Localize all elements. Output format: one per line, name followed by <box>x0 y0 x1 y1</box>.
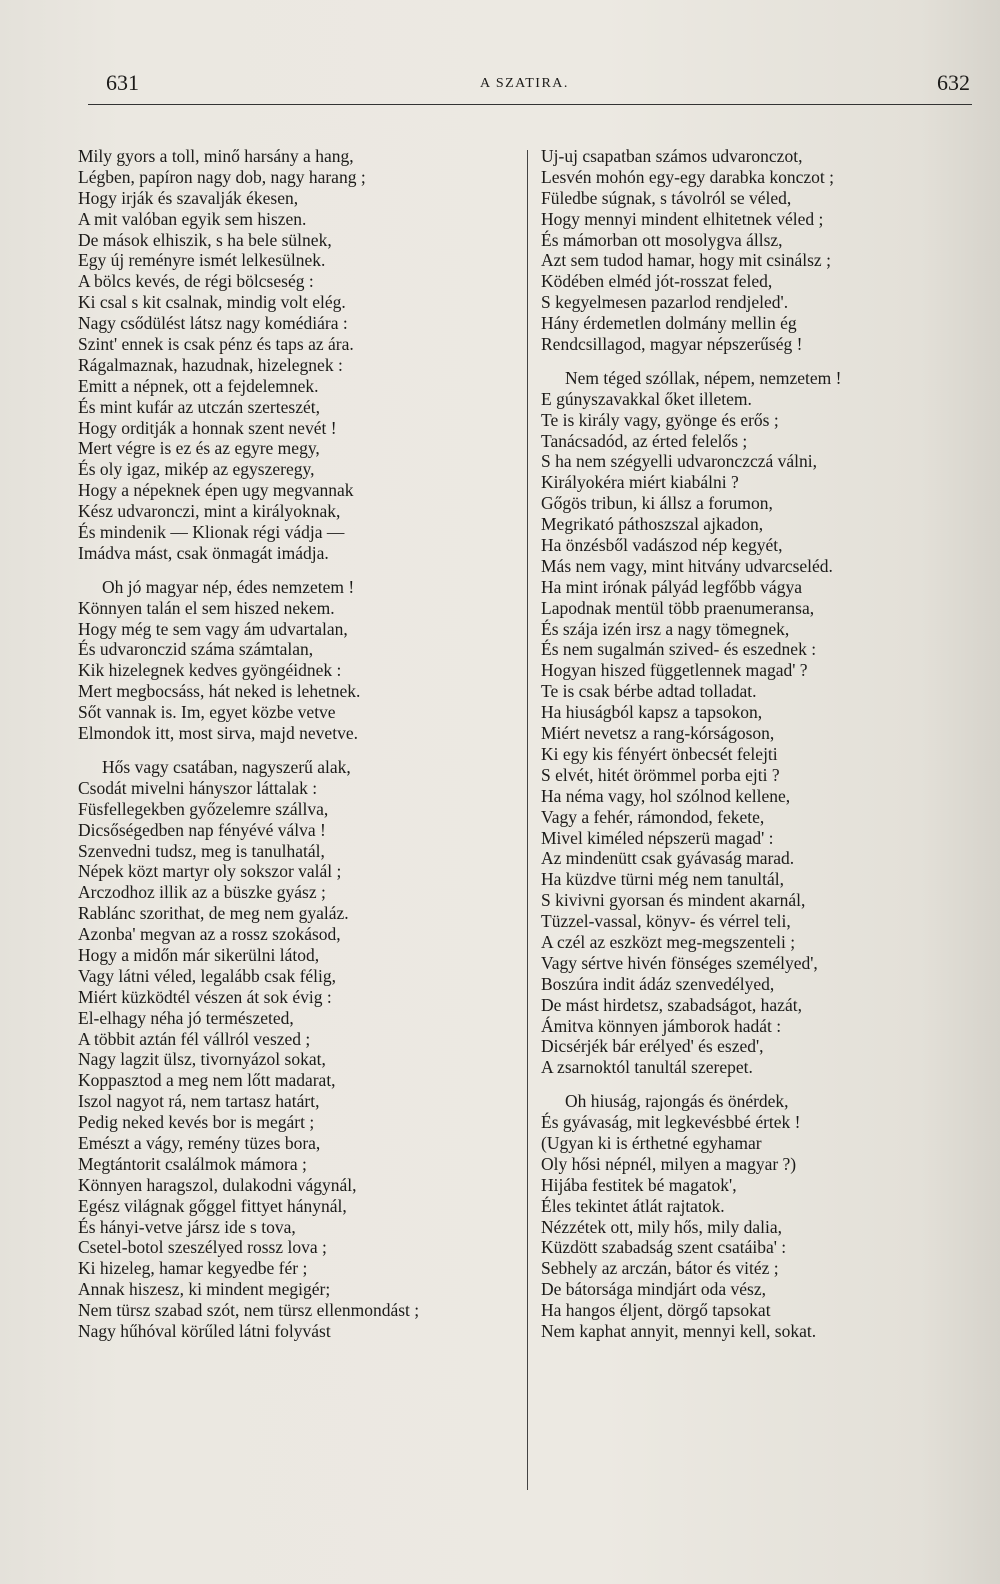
header-rule <box>88 104 972 105</box>
verse-line: De mások elhiszik, s ha bele sülnek, <box>78 229 332 250</box>
verse-line: Királyokéra miért kiabálni ? <box>541 472 739 493</box>
verse-line: Légben, papíron nagy dob, nagy harang ; <box>78 166 366 187</box>
verse-line: Tanácsadód, az érted felelős ; <box>541 430 748 451</box>
verse-line: Hogy orditják a honnak szent nevét ! <box>78 417 337 438</box>
verse-line: Mivel kiméled népszerü magad' : <box>541 827 774 848</box>
verse-line: Lapodnak mentül több praenumeransa, <box>541 597 815 618</box>
running-title: A SZATIRA. <box>480 76 569 91</box>
right-column <box>541 146 842 1342</box>
verse-line: Hogy a midőn már sikerülni látod, <box>78 944 320 965</box>
verse-line: Szint' ennek is csak pénz és taps az ára. <box>78 334 354 355</box>
verse-line: És udvaronczid száma számtalan, <box>78 639 314 660</box>
verse-line: Füledbe súgnak, s távolról se véled, <box>541 187 792 208</box>
verse-line: Nem kaphat annyit, mennyi kell, sokat. <box>541 1320 817 1341</box>
verse-line: És mindenik — Klionak régi vádja — <box>78 522 345 543</box>
verse-line: Ködében elméd jót-rosszat feled, <box>541 271 773 292</box>
verse-line: Más nem vagy, mint hitvány udvarcseléd. <box>541 555 833 576</box>
verse-line: E gúnyszavakkal őket illetem. <box>541 388 752 409</box>
page-number-left: 631 <box>106 70 139 95</box>
verse-line: Hogy irják és szavalják ékesen, <box>78 187 299 208</box>
verse-line: Ámitva könnyen jámborok hadát : <box>541 1015 782 1036</box>
verse-line: Tüzzel-vassal, könyv- és vérrel teli, <box>541 911 791 932</box>
verse-line: És mámorban ott mosolygva állsz, <box>541 229 783 250</box>
verse-line: Azt sem tudod hamar, hogy mit csinálsz ; <box>541 250 831 271</box>
verse-line: De bátorsága mindjárt oda vész, <box>541 1279 766 1300</box>
verse-line: Te is csak bérbe adtad tolladat. <box>541 681 757 702</box>
verse-line: Ha hiuságból kapsz a tapsokon, <box>541 702 763 723</box>
verse-line: A bölcs kevés, de régi bölcseség : <box>78 271 314 292</box>
verse-line: Megtántorit csalálmok mámora ; <box>78 1153 307 1174</box>
verse-line: Elmondok itt, most sirva, majd nevetve. <box>78 723 358 744</box>
verse-line: Nagy csődülést látsz nagy komédiára : <box>78 313 348 334</box>
verse-line: Hogy mennyi mindent elhitetnek véled ; <box>541 208 824 229</box>
verse-line: Ki csal s kit csalnak, mindig volt elég. <box>78 292 346 313</box>
verse-line: Szenvedni tudsz, meg is tanulhatál, <box>78 840 325 861</box>
verse-line: Kik hizelegnek kedves gyöngéidnek : <box>78 660 342 681</box>
verse-line: Ha önzésből vadászod nép kegyét, <box>541 535 783 556</box>
verse-line: Hijába festitek bé magatok', <box>541 1174 737 1195</box>
left-stanza <box>78 757 419 1342</box>
page-number-right: 632 <box>937 70 970 95</box>
verse-line: Ki egy kis fényért önbecsét felejti <box>541 743 778 764</box>
verse-line: Miért küzködtél vészen át sok évig : <box>78 986 332 1007</box>
verse-line: Vagy a fehér, rámondod, fekete, <box>541 806 765 827</box>
verse-line: Ha néma vagy, hol szólnod kellene, <box>541 785 791 806</box>
verse-line: A mit valóban egyik sem hiszen. <box>78 208 307 229</box>
verse-line: Arczodhoz illik az a büszke gyász ; <box>78 882 326 903</box>
verse-line: Mert megbocsáss, hát neked is lehetnek. <box>78 681 361 702</box>
verse-line: Könnyen haragszol, dulakodni vágynál, <box>78 1174 357 1195</box>
verse-line: Éles tekintet átlát rajtatok. <box>541 1195 725 1216</box>
verse-line: Csodát mivelni hányszor láttalak : <box>78 777 318 798</box>
verse-line: Imádva mást, csak önmagát imádja. <box>78 542 329 563</box>
verse-line: És gyávaság, mit legkevésbbé értek ! <box>541 1112 801 1133</box>
verse-line: Hogy a népeknek épen ugy megvannak <box>78 480 354 501</box>
verse-line: És szája izén irsz a nagy tömegnek, <box>541 618 790 639</box>
verse-line: Csetel-botol szeszélyed rossz lova ; <box>78 1237 327 1258</box>
stanza-gap <box>541 355 842 368</box>
verse-line: Miért nevetsz a rang-kórságoson, <box>541 723 775 744</box>
verse-line: Oh jó magyar nép, édes nemzetem ! <box>102 576 355 597</box>
verse-line: El-elhagy néha jó természeted, <box>78 1007 294 1028</box>
stanza-gap <box>78 564 419 577</box>
verse-line: Nem téged szóllak, népem, nemzetem ! <box>565 367 842 388</box>
verse-line: Vagy sértve hivén fönséges személyed', <box>541 952 818 973</box>
verse-line: Mily gyors a toll, minő harsány a hang, <box>78 146 354 166</box>
verse-line: A többit aztán fél vállról veszed ; <box>78 1028 311 1049</box>
verse-line: Hős vagy csatában, nagyszerű alak, <box>102 756 351 777</box>
verse-line: A czél az eszközt meg-megszenteli ; <box>541 931 796 952</box>
verse-line: De mást hirdetsz, szabadságot, hazát, <box>541 994 802 1015</box>
verse-line: Sebhely az arczán, bátor és vitéz ; <box>541 1258 779 1279</box>
verse-line: Könnyen talán el sem hiszed nekem. <box>78 597 335 618</box>
verse-line: Nézzétek ott, mily hős, mily dalia, <box>541 1216 783 1237</box>
verse-line: Koppasztod a meg nem lőtt madarat, <box>78 1070 336 1091</box>
verse-line: Az mindenütt csak gyávaság marad. <box>541 848 795 869</box>
verse-line: Ki hizeleg, hamar kegyedbe fér ; <box>78 1258 308 1279</box>
verse-line: Annak hiszesz, ki mindent megigér; <box>78 1279 331 1300</box>
verse-line: És oly igaz, mikép az egyszeregy, <box>78 459 315 480</box>
verse-line: Gőgös tribun, ki állsz a forumon, <box>541 493 773 514</box>
verse-line: S kivivni gyorsan és mindent akarnál, <box>541 890 806 911</box>
verse-line: Ha küzdve türni még nem tanultál, <box>541 869 784 890</box>
verse-line: Dicsérjék bár erélyed' és eszed', <box>541 1036 764 1057</box>
right-stanza <box>541 368 842 1078</box>
stanza-gap <box>78 744 419 757</box>
verse-line: (Ugyan ki is érthetné egyhamar <box>541 1132 762 1153</box>
verse-line: Füsfellegekben győzelemre szállva, <box>78 798 329 819</box>
verse-line: Rablánc szorithat, de meg nem gyaláz. <box>78 903 349 924</box>
verse-line: Te is király vagy, gyönge és erős ; <box>541 409 779 430</box>
verse-line: Lesvén mohón egy-egy darabka konczot ; <box>541 166 835 187</box>
verse-line: Vagy látni véled, legalább csak félig, <box>78 965 337 986</box>
verse-line: Uj-uj csapatban számos udvaronczot, <box>541 146 803 166</box>
verse-line: Hogy még te sem vagy ám udvartalan, <box>78 618 348 639</box>
verse-line: Egy új reményre ismét lelkesülnek. <box>78 250 326 271</box>
running-head <box>90 70 970 102</box>
verse-line: Nagy hűhóval körűled látni folyvást <box>78 1320 331 1341</box>
verse-line: Azonba' megvan az a rossz szokásod, <box>78 924 341 945</box>
verse-line: És nem sugalmán szived- és eszednek : <box>541 639 817 660</box>
verse-line: Rágalmaznak, hazudnak, hizelegnek : <box>78 354 343 375</box>
verse-line: Hány érdemetlen dolmány mellin ég <box>541 313 797 334</box>
verse-line: Küzdött szabadság szent csatáiba' : <box>541 1237 787 1258</box>
verse-line: Emitt a népnek, ott a fejdelemnek. <box>78 375 319 396</box>
verse-line: Boszúra indit ádáz szenvedélyed, <box>541 973 775 994</box>
verse-line: S ha nem szégyelli udvaronczczá válni, <box>541 451 818 472</box>
verse-line: Egész világnak gőggel fittyet hánynál, <box>78 1195 347 1216</box>
right-stanza <box>541 1091 842 1342</box>
verse-line: Pedig neked kevés bor is megárt ; <box>78 1112 315 1133</box>
verse-line: Ha hangos éljent, dörgő tapsokat <box>541 1300 771 1321</box>
verse-line: Rendcsillagod, magyar népszerűség ! <box>541 334 803 355</box>
verse-line: Hogyan hiszed függetlennek magad' ? <box>541 660 808 681</box>
verse-line: Kész udvaronczi, mint a királyoknak, <box>78 501 341 522</box>
verse-line: Népek közt martyr oly sokszor valál ; <box>78 861 342 882</box>
verse-line: Dicsőségedben nap fényévé válva ! <box>78 819 326 840</box>
verse-line: Emészt a vágy, remény tüzes bora, <box>78 1132 321 1153</box>
left-stanza <box>78 577 419 744</box>
verse-line: Nagy lagzit ülsz, tivornyázol sokat, <box>78 1049 326 1070</box>
verse-line: Mert végre is ez és az egyre megy, <box>78 438 320 459</box>
verse-line: Iszol nagyot rá, nem tartasz határt, <box>78 1091 320 1112</box>
verse-line: Ha mint irónak pályád legfőbb vágya <box>541 576 802 597</box>
verse-line: S elvét, hitét örömmel porba ejti ? <box>541 764 780 785</box>
verse-line: Megrikató páthoszszal ajkadon, <box>541 514 764 535</box>
left-stanza <box>78 146 419 564</box>
column-divider <box>527 150 528 1490</box>
verse-line: A zsarnoktól tanultál szerepet. <box>541 1057 753 1078</box>
verse-line: Oly hősi népnél, milyen a magyar ?) <box>541 1153 797 1174</box>
verse-line: És hányi-vetve jársz ide s tova, <box>78 1216 296 1237</box>
left-column <box>78 146 419 1342</box>
verse-line: És mint kufár az utczán szerteszét, <box>78 396 320 417</box>
verse-line: Sőt vannak is. Im, egyet közbe vetve <box>78 702 336 723</box>
stanza-gap <box>541 1078 842 1091</box>
verse-line: S kegyelmesen pazarlod rendjeled'. <box>541 292 789 313</box>
verse-line: Oh hiuság, rajongás és önérdek, <box>565 1091 789 1112</box>
verse-line: Nem türsz szabad szót, nem türsz ellenmondást ; <box>78 1300 420 1321</box>
right-stanza <box>541 146 842 355</box>
